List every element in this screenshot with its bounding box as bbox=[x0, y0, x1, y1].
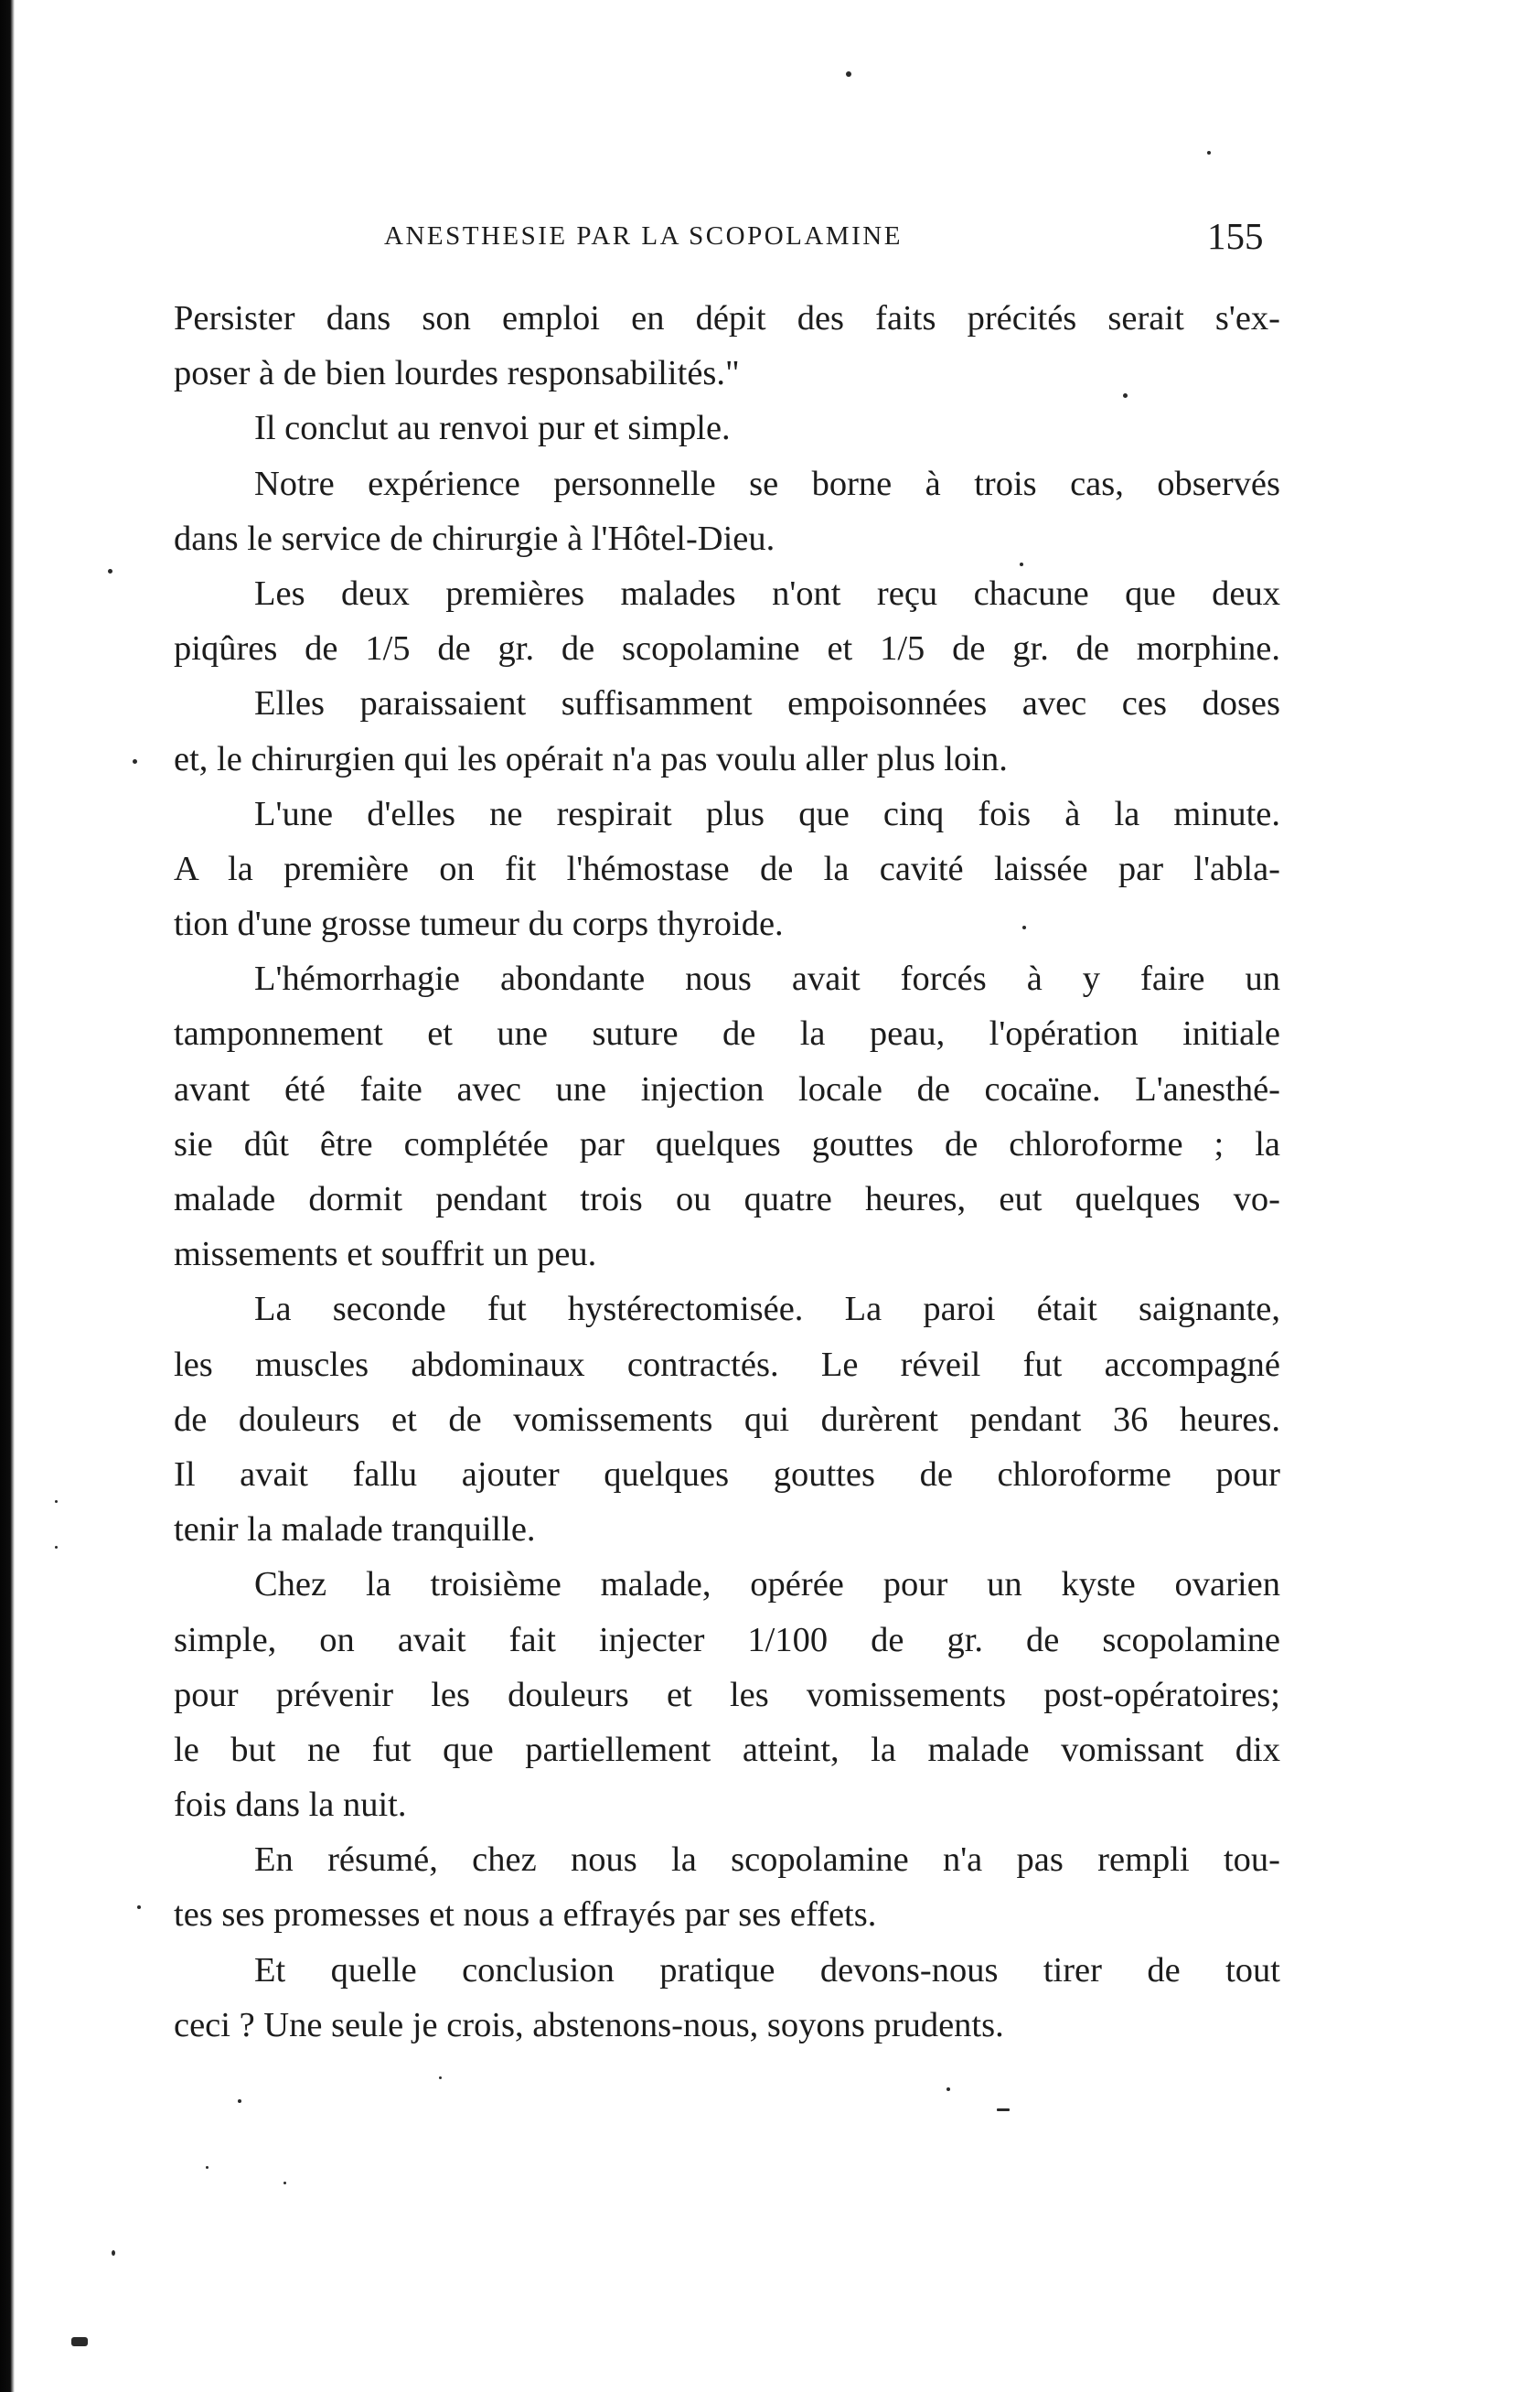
page-binding-edge bbox=[0, 0, 15, 2392]
text-line: poser à de bien lourdes responsabilités." bbox=[174, 354, 740, 393]
text-line: tion d'une grosse tumeur du corps thyroide. bbox=[174, 905, 784, 944]
scan-speck bbox=[133, 759, 137, 764]
text-line: fois dans la nuit. bbox=[174, 1786, 407, 1825]
scan-speck bbox=[238, 2099, 241, 2103]
text-line: La seconde fut hystérectomisée. La paroi était saignante, bbox=[254, 1290, 1280, 1329]
scan-speck bbox=[1123, 393, 1128, 398]
text-line: tamponnement et une suture de la peau, l'opération initiale bbox=[174, 1014, 1280, 1054]
text-line: Notre expérience personnelle se borne à trois cas, observés bbox=[254, 464, 1280, 503]
scan-speck bbox=[206, 2166, 209, 2169]
text-line: piqûres de 1/5 de gr. de scopolamine et 1/5 de gr. de morphine. bbox=[174, 629, 1280, 669]
text-line: malade dormit pendant trois ou quatre heures, eut quelques vo- bbox=[174, 1180, 1280, 1218]
scan-speck bbox=[997, 2108, 1010, 2111]
text-line: et, le chirurgien qui les opérait n'a pas voulu aller plus loin. bbox=[174, 739, 1008, 778]
scan-speck bbox=[108, 569, 112, 574]
text-line: Les deux premières malades n'ont reçu chacune que deux bbox=[254, 574, 1280, 613]
text-line: En résumé, chez nous la scopolamine n'a pas rempli tou- bbox=[254, 1840, 1280, 1880]
scan-speck bbox=[137, 1905, 141, 1909]
scan-speck bbox=[439, 2076, 442, 2079]
body-text bbox=[174, 291, 1280, 2053]
text-line: les muscles abdominaux contractés. Le réveil fut accompagné bbox=[174, 1345, 1280, 1384]
text-line: L'une d'elles ne respirait plus que cinq fois à la minute. bbox=[254, 794, 1280, 833]
text-line: A la première on fit l'hémostase de la cavité laissée par l'abla- bbox=[174, 849, 1280, 888]
text-line: pour prévenir les douleurs et les vomissements post-opératoires; bbox=[174, 1675, 1280, 1714]
scan-speck bbox=[1207, 151, 1211, 155]
scan-speck bbox=[1022, 926, 1026, 929]
scan-speck bbox=[55, 1500, 58, 1503]
scan-speck bbox=[71, 2337, 88, 2346]
text-line: tenir la malade tranquille. bbox=[174, 1510, 536, 1550]
text-line: dans le service de chirurgie à l'Hôtel-Dieu. bbox=[174, 519, 775, 558]
text-line: ceci ? Une seule je crois, abstenons-nous, soyons prudents. bbox=[174, 2005, 1004, 2044]
text-line: Persister dans son emploi en dépit des faits précités serait s'ex- bbox=[174, 299, 1280, 338]
text-line: le but ne fut que partiellement atteint, la malade vomissant dix bbox=[174, 1730, 1280, 1769]
text-line: L'hémorrhagie abondante nous avait forcés à y faire un bbox=[254, 960, 1280, 999]
text-line: missements et souffrit un peu. bbox=[174, 1235, 597, 1274]
page-number: 155 bbox=[1207, 215, 1264, 257]
text-line: de douleurs et de vomissements qui durèrent pendant 36 heures. bbox=[174, 1400, 1280, 1439]
text-line: avant été faite avec une injection locale de cocaïne. L'anesthé- bbox=[174, 1069, 1280, 1109]
text-line: Elles paraissaient suffisamment empoisonnées avec ces doses bbox=[254, 684, 1280, 724]
scan-speck bbox=[946, 2087, 950, 2091]
scan-speck bbox=[846, 71, 851, 77]
page-header bbox=[384, 215, 1299, 263]
text-line: sie dût être complétée par quelques gouttes de chloroforme ; la bbox=[174, 1124, 1280, 1164]
text-line: Chez la troisième malade, opérée pour un kyste ovarien bbox=[254, 1565, 1280, 1604]
scan-speck bbox=[283, 2182, 286, 2184]
scan-speck bbox=[1020, 563, 1023, 566]
running-title: ANESTHESIE PAR LA SCOPOLAMINE bbox=[384, 221, 903, 251]
text-line: simple, on avait fait injecter 1/100 de gr. de scopolamine bbox=[174, 1620, 1280, 1659]
text-line: Il avait fallu ajouter quelques gouttes de chloroforme pour bbox=[174, 1454, 1280, 1494]
text-line: Il conclut au renvoi pur et simple. bbox=[254, 409, 731, 448]
text-line: tes ses promesses et nous a effrayés par ses effets. bbox=[174, 1895, 877, 1935]
text-line: Et quelle conclusion pratique devons-nous tirer de tout bbox=[254, 1950, 1280, 1990]
scan-speck bbox=[112, 2250, 115, 2256]
scan-speck bbox=[55, 1546, 58, 1549]
